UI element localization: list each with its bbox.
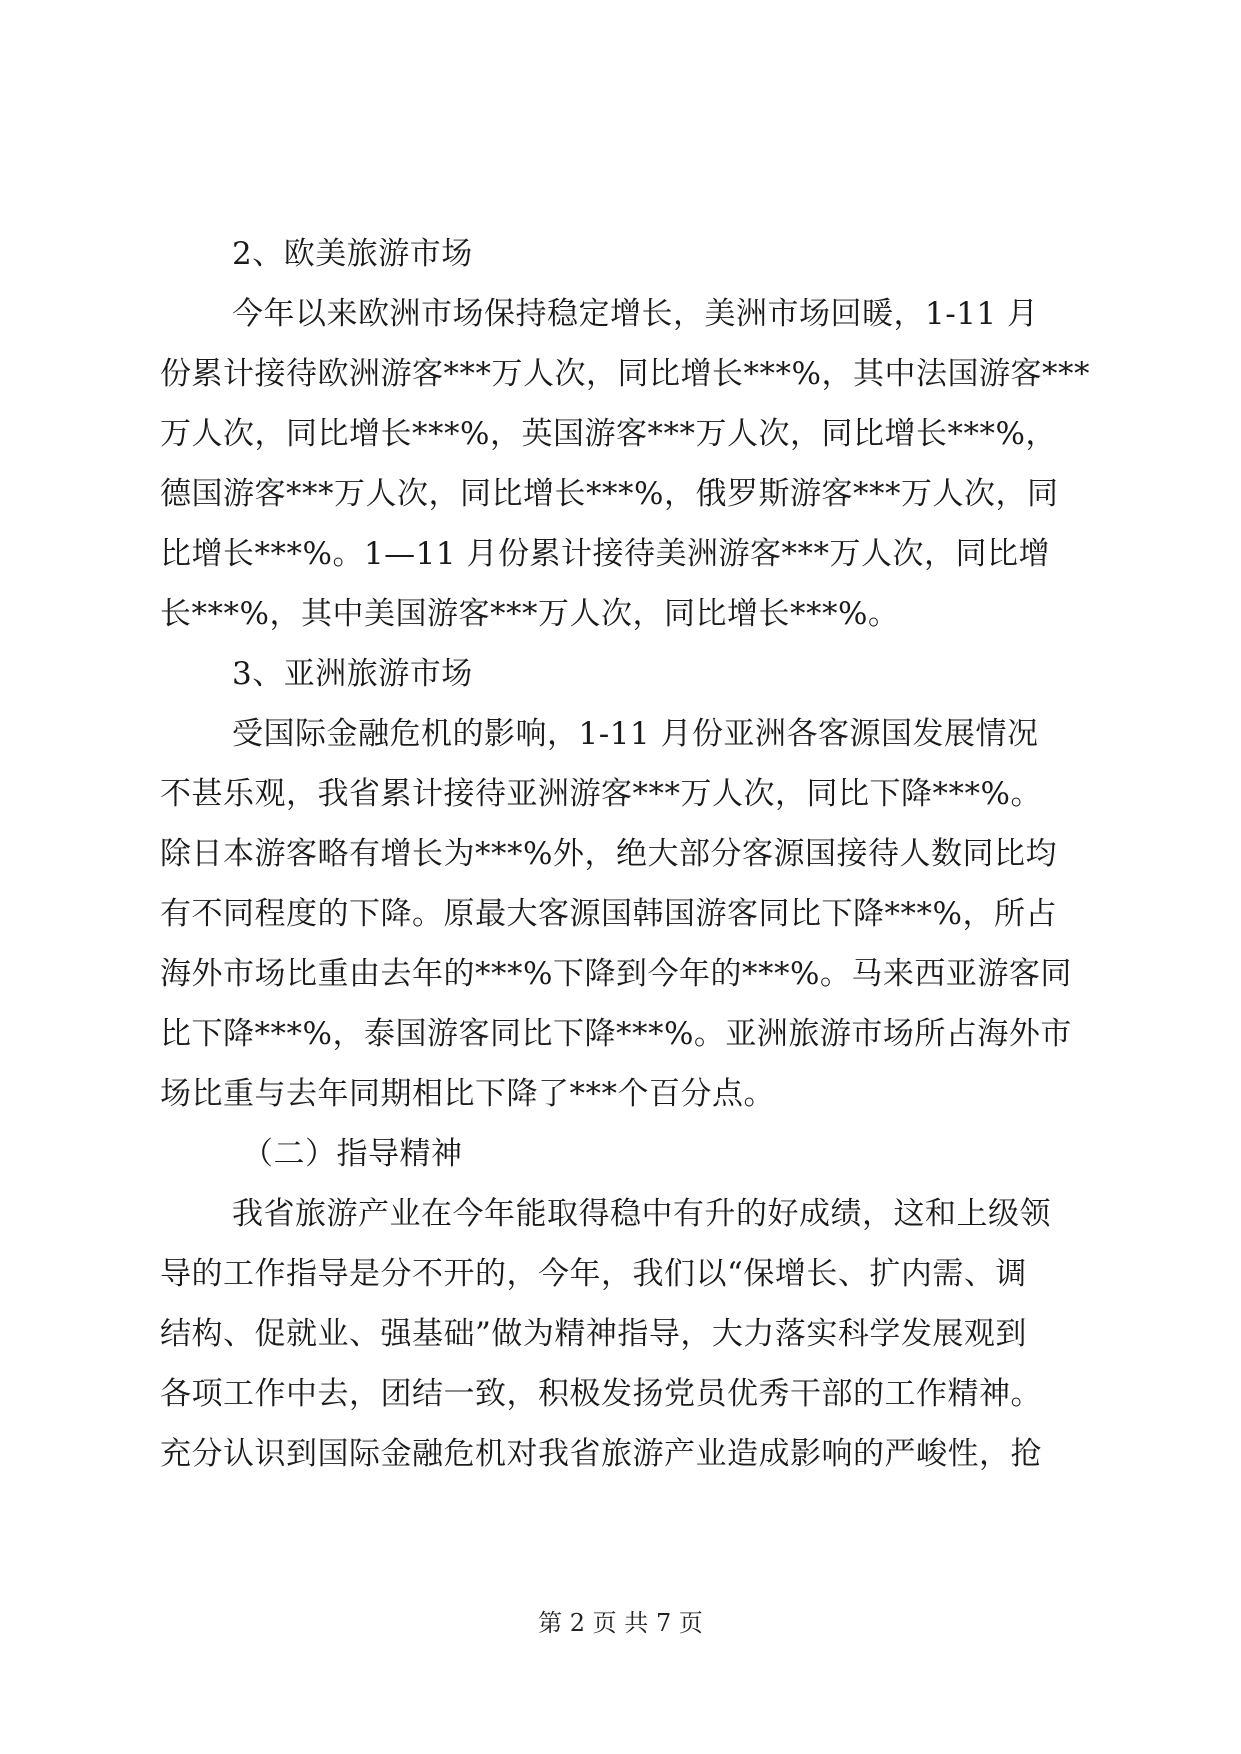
paragraph-line: 导的工作指导是分不开的，今年，我们以“保增长、扩内需、调	[160, 1256, 1027, 1292]
page-footer: 第 2 页 共 7 页	[538, 1609, 703, 1637]
paragraph-line: 我省旅游产业在今年能取得稳中有升的好成绩，这和上级领	[232, 1196, 1051, 1232]
paragraph-line: 充分认识到国际金融危机对我省旅游产业造成影响的严峻性，抢	[160, 1436, 1042, 1472]
paragraph-line: 有不同程度的下降。原最大客源国韩国游客同比下降***%，所占	[160, 896, 1057, 932]
paragraph-line: 不甚乐观，我省累计接待亚洲游客***万人次，同比下降***%。	[160, 776, 1042, 812]
paragraph-line: 结构、促就业、强基础”做为精神指导，大力落实科学发展观到	[160, 1316, 1027, 1352]
paragraph-line: 海外市场比重由去年的***%下降到今年的***%。马来西亚游客同	[160, 956, 1072, 992]
paragraph-line: 万人次，同比增长***%，英国游客***万人次，同比增长***%，	[160, 416, 1057, 452]
paragraph-line: 德国游客***万人次，同比增长***%，俄罗斯游客***万人次，同	[160, 476, 1059, 512]
paragraph-line: 份累计接待欧洲游客***万人次，同比增长***%，其中法国游客***	[160, 356, 1090, 392]
document-body	[160, 224, 1090, 1484]
section-heading-guiding-spirit: （二）指导精神	[242, 1136, 463, 1172]
paragraph-line: 长***%，其中美国游客***万人次，同比增长***%。	[160, 596, 900, 632]
paragraph-line: 各项工作中去，团结一致，积极发扬党员优秀干部的工作精神。	[160, 1376, 1042, 1412]
section-heading-europe-america: 2、欧美旅游市场	[232, 236, 473, 272]
paragraph-line: 除日本游客略有增长为***%外，绝大部分客源国接待人数同比均	[160, 836, 1057, 872]
paragraph-line: 比下降***%，泰国游客同比下降***%。亚洲旅游市场所占海外市	[160, 1016, 1072, 1052]
section-heading-asia: 3、亚洲旅游市场	[232, 656, 473, 692]
paragraph-line: 受国际金融危机的影响，1-11 月份亚洲各客源国发展情况	[232, 716, 1039, 752]
paragraph-line: 比增长***%。1—11 月份累计接待美洲游客***万人次，同比增	[160, 536, 1050, 572]
paragraph-line: 场比重与去年同期相比下降了***个百分点。	[160, 1076, 775, 1112]
paragraph-line: 今年以来欧洲市场保持稳定增长，美洲市场回暖，1-11 月	[232, 296, 1039, 332]
